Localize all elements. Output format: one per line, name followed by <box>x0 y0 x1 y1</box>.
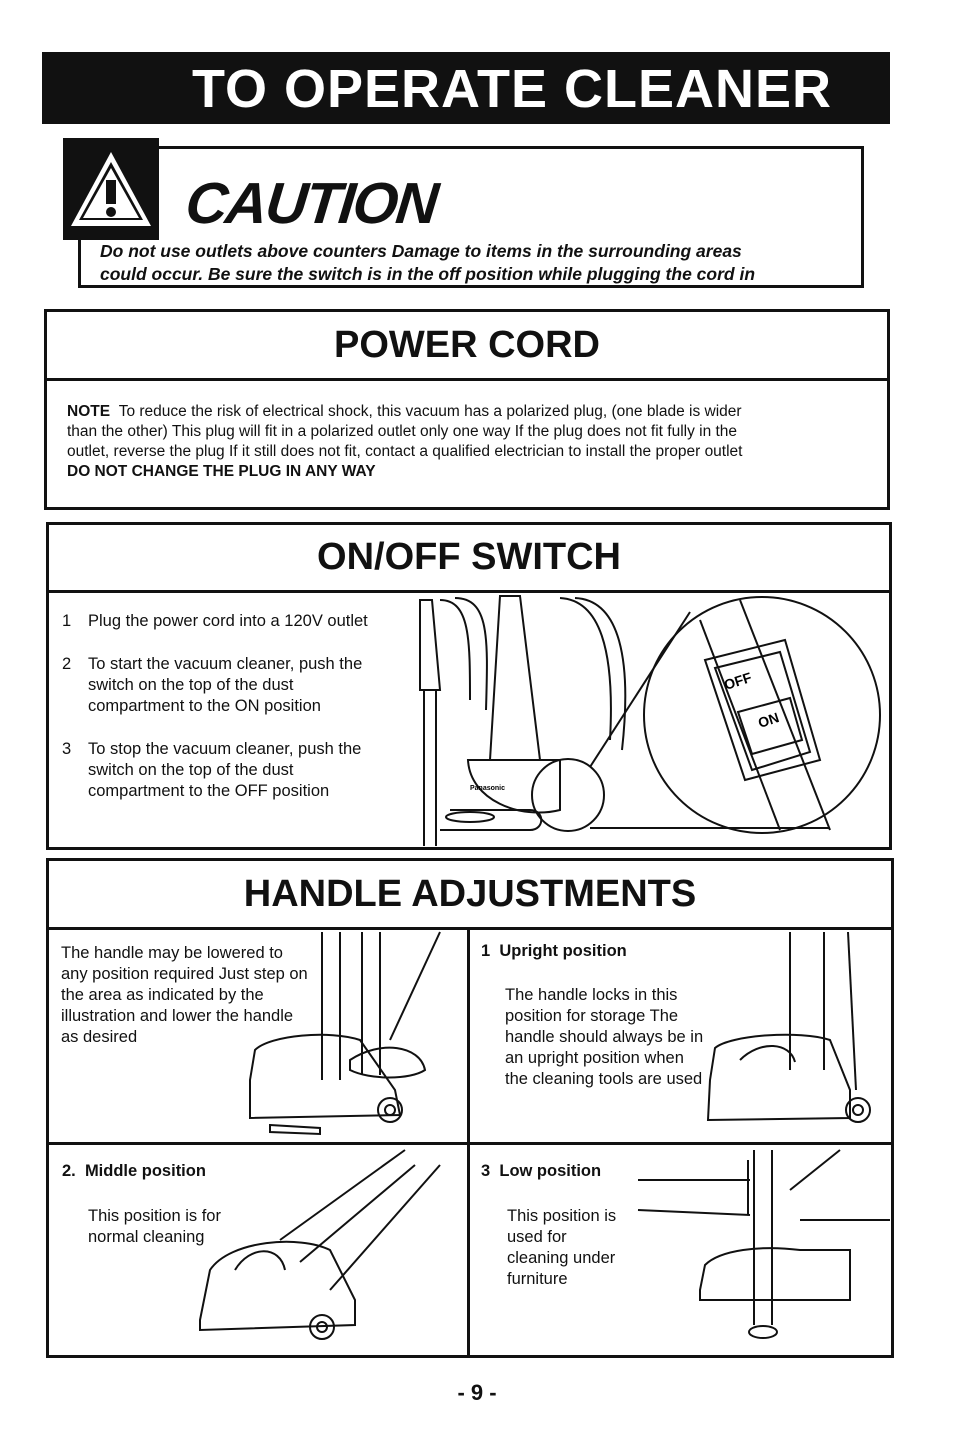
note-line-4: DO NOT CHANGE THE PLUG IN ANY WAY <box>67 463 376 480</box>
note-line-3: outlet, reverse the plug If it still does not fit, contact a qualified electrician to install the proper outlet <box>67 443 743 460</box>
middle-number: 2. <box>62 1162 76 1180</box>
upright-label: Upright position <box>499 942 627 960</box>
caution-heading: CAUTION <box>182 171 440 236</box>
step-number: 3 <box>62 740 72 758</box>
step-number: 2 <box>62 655 72 673</box>
upright-text: The handle locks in this position for storage The handle should always be in an upright position when the cleaning tools are used <box>505 986 704 1088</box>
low-number: 3 <box>481 1162 491 1180</box>
step-text: Plug the power cord into a 120V outlet <box>88 612 368 630</box>
switch-on-label: ON <box>755 709 781 731</box>
step-text: To stop the vacuum cleaner, push the switch on the top of the dust compartment to the OFF position <box>88 740 362 800</box>
upright-number: 1 <box>481 942 491 960</box>
middle-text: This position is for normal cleaning <box>88 1207 221 1246</box>
step-text: To start the vacuum cleaner, push the switch on the top of the dust compartment to the ON position <box>88 655 363 715</box>
page-title: TO OPERATE CLEANER <box>192 59 833 119</box>
note-label: NOTE <box>67 403 111 420</box>
step-number: 1 <box>62 612 72 630</box>
handle-intro-text: The handle may be lowered to any position required Just step on the area as indicated by the illustration and lower the handle as desired <box>61 944 308 1046</box>
handle-adjustments-heading: HANDLE ADJUSTMENTS <box>46 858 894 930</box>
caution-line-2: could occur. Be sure the switch is in the off position while plugging the cord in <box>100 264 756 284</box>
low-label: Low position <box>499 1162 602 1180</box>
caution-line-1: Do not use outlets above counters Damage to items in the surrounding areas <box>100 241 742 261</box>
switch-off-label: OFF <box>721 668 754 693</box>
power-cord-heading: POWER CORD <box>44 309 890 381</box>
brand-label: Panasonic <box>470 785 506 792</box>
on-off-switch-heading: ON/OFF SWITCH <box>46 522 892 593</box>
middle-label: Middle position <box>84 1162 206 1180</box>
page-number: - 9 - <box>457 1380 497 1405</box>
note-line-1: To reduce the risk of electrical shock, this vacuum has a polarized plug, (one blade is wider <box>118 403 742 420</box>
note-line-2: than the other) This plug will fit in a polarized outlet only one way If the plug does not fit fully in the <box>67 423 738 440</box>
low-text: This position is used for cleaning under furniture <box>507 1207 617 1288</box>
